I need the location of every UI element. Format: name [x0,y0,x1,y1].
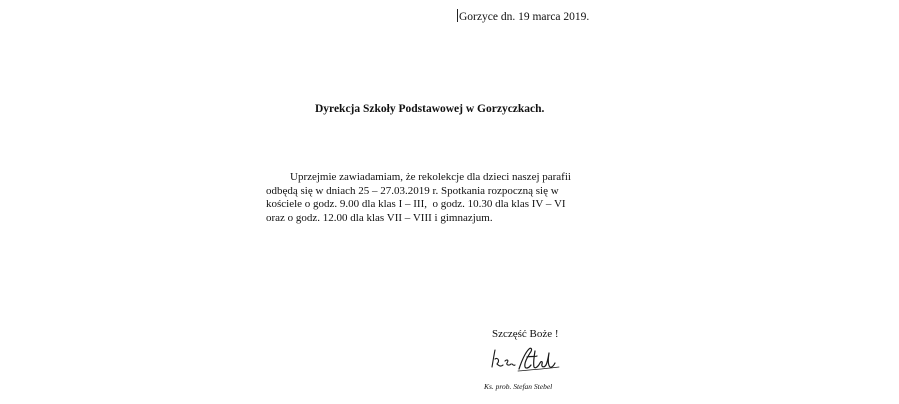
letter-body [266,171,606,225]
signer-name: Ks. prob. Stefan Stebel [484,382,553,391]
handwritten-signature [489,345,569,375]
date-text: Gorzyce dn. 19 marca 2019. [459,11,590,23]
closing-greeting: Szczęść Boże ! [492,328,559,340]
recipient-heading: Dyrekcja Szkoły Podstawowej w Gorzyczkach. [315,103,545,115]
text-cursor [457,9,458,22]
body-line: kościele o godz. 9.00 dla klas I – III, o godz. 10.30 dla klas IV – VI [266,198,566,210]
date-line [457,9,589,23]
body-line: odbędą się w dniach 25 – 27.03.2019 r. Spotkania rozpoczną się w [266,184,559,197]
body-line: Uprzejmie zawiadamiam, że rekolekcje dla dzieci naszej parafii [290,171,571,183]
body-line: oraz o godz. 12.00 dla klas VII – VIII i gimnazjum. [266,211,493,224]
